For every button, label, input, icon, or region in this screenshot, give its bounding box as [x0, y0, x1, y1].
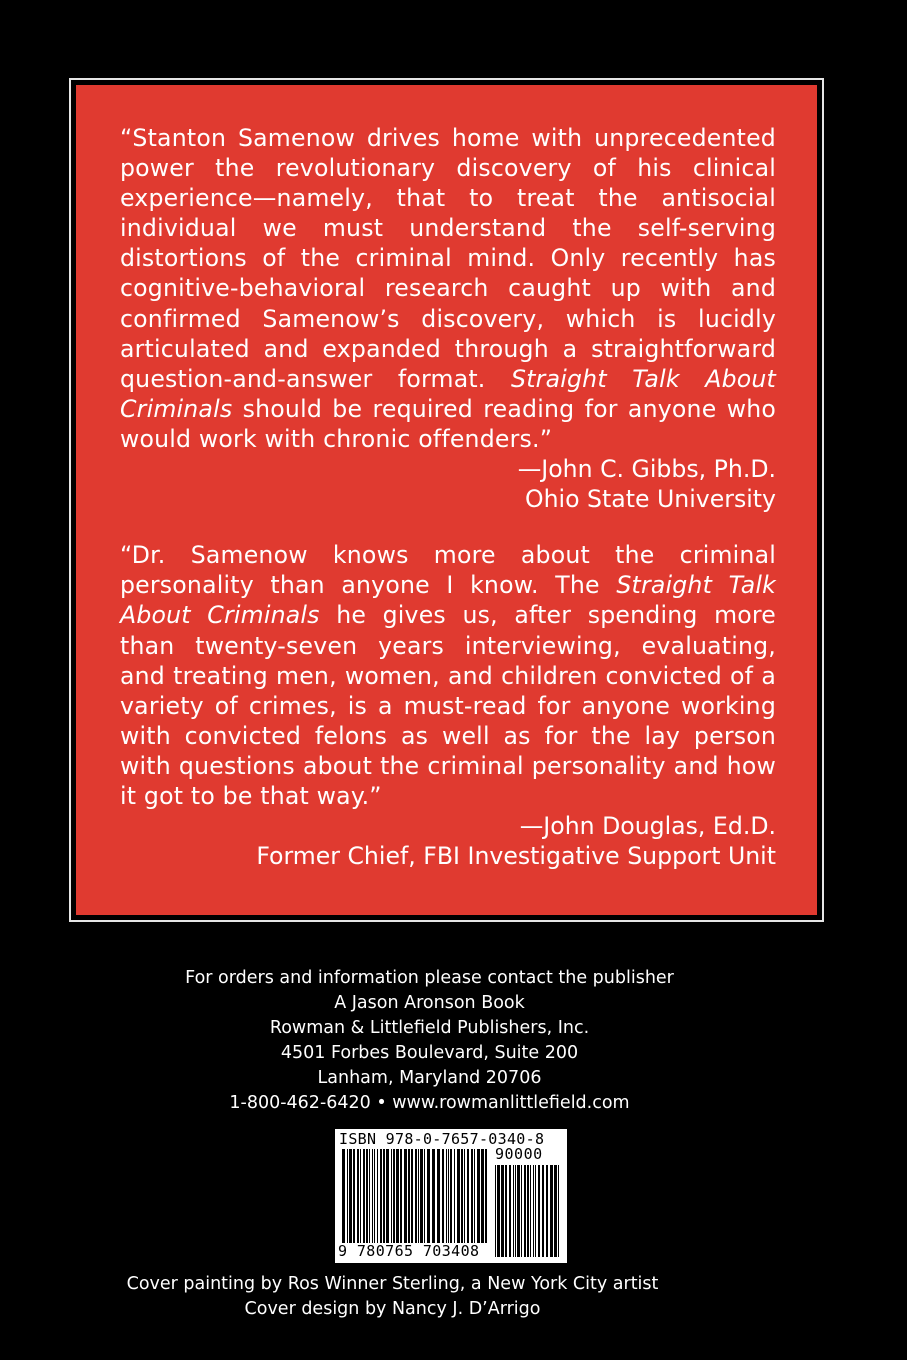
publisher-contact: 1-800-462-6420 • www.rowmanlittlefield.com — [229, 1093, 630, 1113]
cover-credits — [0, 1272, 785, 1322]
quote-1-author: —John C. Gibbs, Ph.D. — [517, 455, 776, 484]
publisher-street: 4501 Forbes Boulevard, Suite 200 — [280, 1043, 579, 1063]
barcode — [335, 1129, 567, 1263]
credit-design: Cover design by Nancy J. D’Arrigo — [244, 1299, 541, 1319]
credit-painting: Cover painting by Ros Winner Sterling, a New York City artist — [126, 1274, 659, 1294]
publisher-info — [0, 966, 859, 1116]
quote-1-book-title: Straight Talk About Criminals — [120, 364, 776, 423]
quote-2-text: “Dr. Samenow knows more about the criminal personality than anyone I know. The Straight Talk About Criminals he gives us, after spending more than twenty-seven years interviewing, evaluating, and treating men, women, and children convicted of a variety of crimes, is a must-read for anyone working with convicted felons as well as for the lay person with questions about the criminal personality and how it got to be that way.” — [120, 541, 776, 810]
quote-1-affiliation: Ohio State University — [525, 485, 776, 514]
publisher-city: Lanham, Maryland 20706 — [317, 1068, 542, 1088]
quote-2-affiliation: Former Chief, FBI Investigative Support Unit — [256, 842, 776, 871]
quote-panel-frame — [69, 78, 824, 922]
barcode-bars-main — [342, 1149, 490, 1243]
barcode-bars-addon — [495, 1165, 561, 1257]
isbn-text: ISBN 978-0-7657-0340-8 — [339, 1130, 545, 1148]
publisher-name: Rowman & Littlefield Publishers, Inc. — [269, 1018, 590, 1038]
ean-text: 9 780765 703408 — [338, 1242, 480, 1260]
barcode-addon-text: 90000 — [495, 1145, 543, 1163]
publisher-intro: For orders and information please contact the publisher — [185, 968, 674, 988]
quote-2-book-title: Straight Talk About Criminals — [120, 571, 776, 630]
quote-panel — [76, 85, 817, 915]
quote-1-text: “Stanton Samenow drives home with unprecedented power the revolutionary discovery of his clinical experience—namely, that to treat the antisocial individual we must understand the self-serving distortions of the criminal mind. Only recently has cognitive-behavioral research caught up with and confirmed Samenow’s discovery, which is lucidly articulated and expanded through a straightforward question-and-answer format. Straight Talk About Criminals should be required reading for anyone who would work with chronic offenders.” — [120, 124, 776, 453]
publisher-imprint: A Jason Aronson Book — [334, 993, 525, 1013]
quote-2-author: —John Douglas, Ed.D. — [519, 812, 776, 841]
